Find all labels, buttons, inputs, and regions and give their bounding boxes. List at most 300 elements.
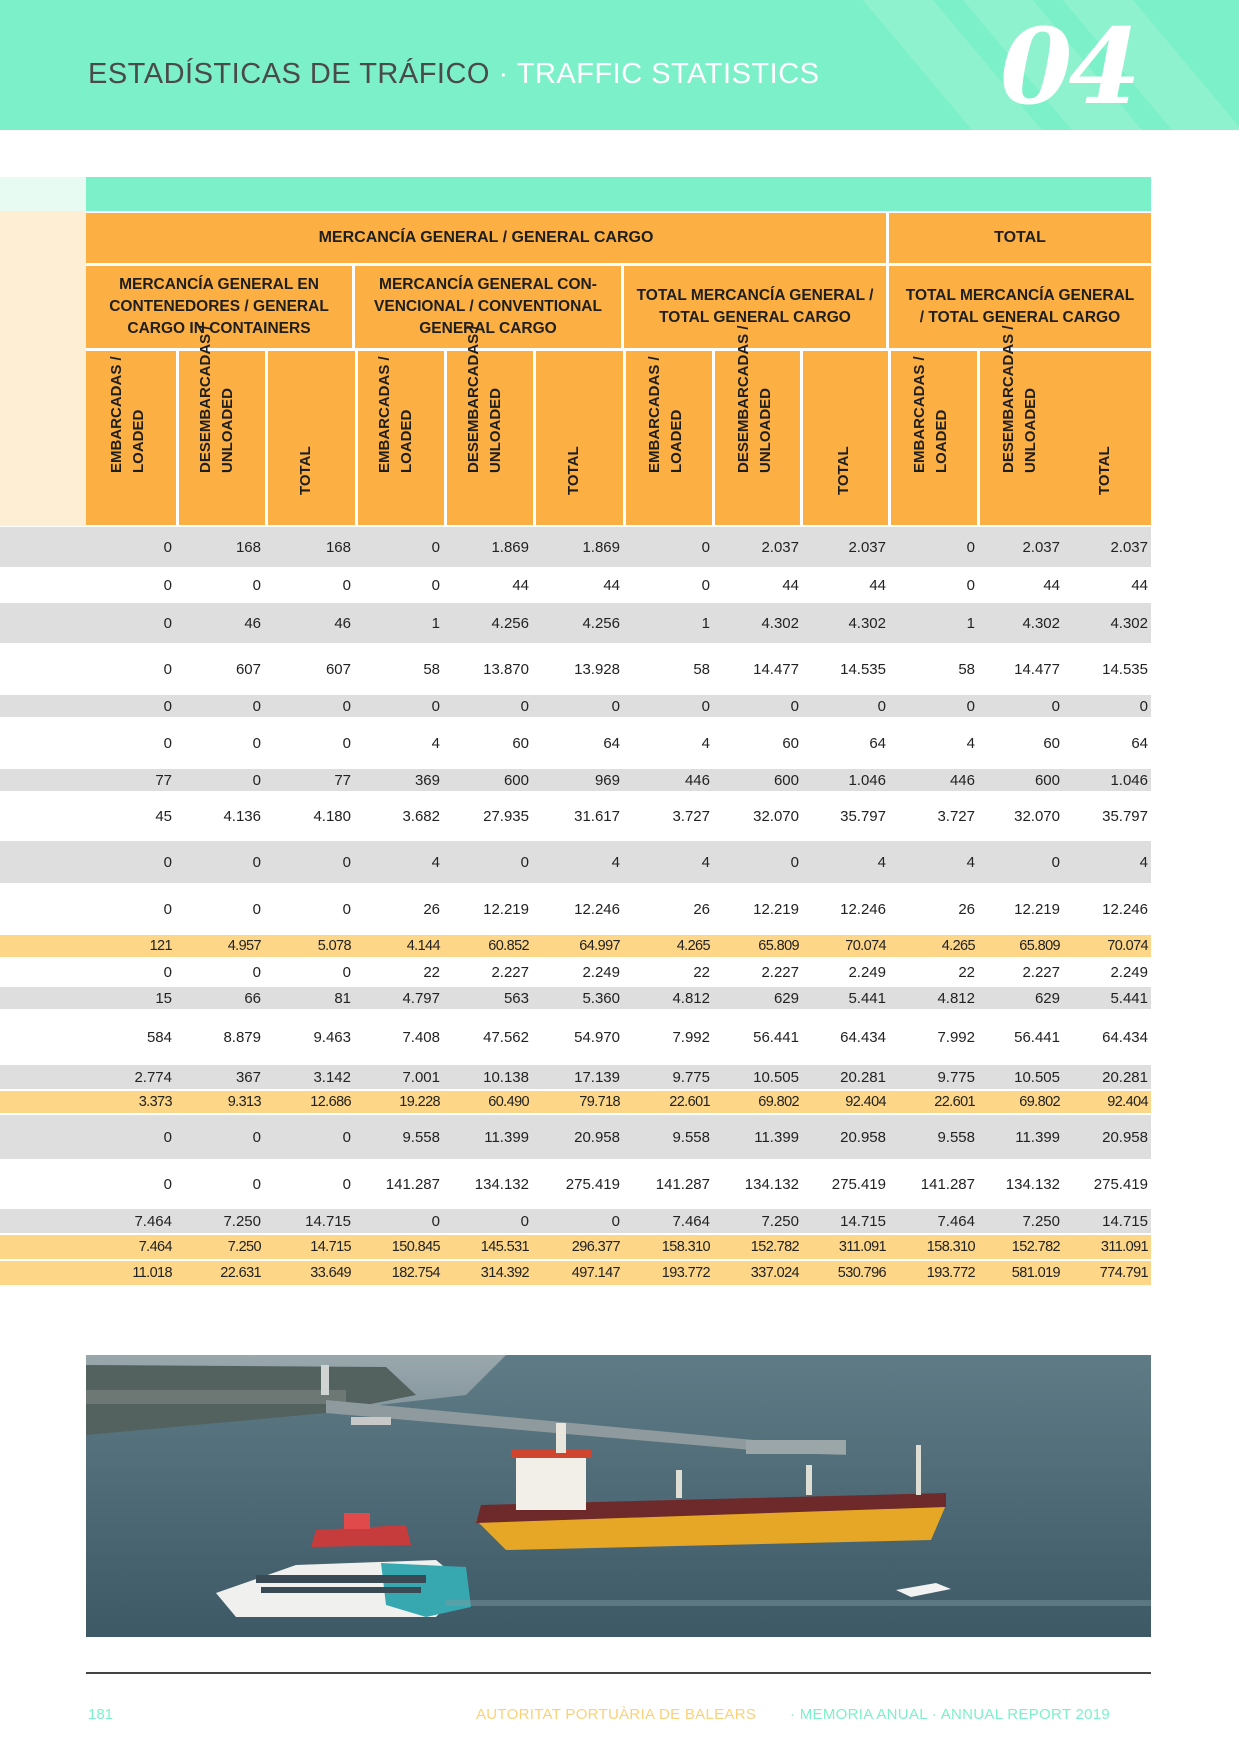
table-cell: 0 [163,1128,172,1146]
table-cell: 12.219 [1014,900,1060,918]
table-cell: 81 [334,989,351,1007]
table-cell: 193.772 [926,1265,975,1281]
table-total-row [0,1235,1151,1259]
table-row [0,1115,1151,1159]
column-head-unloaded: DESEMBARCADAS / UNLOADED [735,325,774,473]
table-cell: 296.377 [571,1239,620,1255]
table-cell: 9.558 [672,1128,710,1146]
table-cell: 44 [512,576,529,594]
table-cell: 47.562 [483,1028,529,1046]
table-cell: 168 [325,538,351,556]
table-cell: 367 [235,1068,261,1086]
table-cell: 134.132 [744,1175,799,1193]
subgroup-total-overall: TOTAL MERCANCÍA GENERAL / TOTAL GENERAL CARGO [905,287,1135,326]
table-cell: 1 [701,614,710,632]
table-cell: 4 [701,853,710,871]
table-cell: 0 [342,697,351,715]
table-cell: 4.256 [582,614,620,632]
table-cell: 275.419 [831,1175,886,1193]
group-total: TOTAL [994,229,1046,246]
table-cell: 19.228 [399,1094,440,1110]
table-cell: 56.441 [753,1028,799,1046]
table-cell: 60 [512,734,529,752]
table-cell: 7.992 [672,1028,710,1046]
table-cell: 79.718 [579,1094,620,1110]
table-cell: 64 [1131,734,1148,752]
table-cell: 1 [431,614,440,632]
table-cell: 0 [342,853,351,871]
table-cell: 158.310 [926,1239,975,1255]
table-cell: 60 [782,734,799,752]
table-cell: 0 [701,697,710,715]
table-cell: 5.360 [582,989,620,1007]
table-cell: 44 [869,576,886,594]
table-cell: 7.464 [134,1212,172,1230]
table-cell: 60 [1043,734,1060,752]
table-cell: 14.535 [1102,660,1148,678]
table-cell: 1.046 [848,771,886,789]
table-cell: 2.037 [848,538,886,556]
table-cell: 4 [1139,853,1148,871]
table-cell: 11.018 [132,1265,172,1281]
table-row [0,645,1151,693]
table-cell: 0 [163,1175,172,1193]
table-cell: 3.727 [672,807,710,825]
table-cell: 0 [431,538,440,556]
table-cell: 1.046 [1110,771,1148,789]
table-cell: 145.531 [480,1239,529,1255]
table-cell: 12.686 [310,1094,351,1110]
table-cell: 0 [342,1128,351,1146]
column-head-unloaded: DESEMBARCADAS / UNLOADED [1000,325,1039,473]
table-cell: 600 [503,771,529,789]
column-head-total: TOTAL [565,446,582,495]
footer-organization: AUTORITAT PORTUÀRIA DE BALEARS [476,1706,757,1723]
table-cell: 60.852 [488,938,529,954]
table-cell: 581.019 [1011,1265,1060,1281]
table-cell: 4.180 [313,807,351,825]
table-cell: 314.392 [480,1265,529,1281]
table-cell: 64 [869,734,886,752]
table-cell: 0 [431,576,440,594]
table-cell: 0 [790,853,799,871]
table-cell: 446 [684,771,710,789]
table-row [0,719,1151,767]
page-number: 181 [88,1706,114,1723]
table-cell: 14.715 [310,1239,351,1255]
table-cell: 31.617 [574,807,620,825]
table-cell: 4.302 [1022,614,1060,632]
table-cell: 0 [342,1175,351,1193]
table-cell: 26 [693,900,710,918]
table-cell: 22 [423,963,440,981]
table-cell: 168 [235,538,261,556]
table-cell: 60.490 [488,1094,529,1110]
title-separator: · [489,58,517,90]
table-cell: 629 [1034,989,1060,1007]
table-cell: 54.970 [574,1028,620,1046]
column-head-loaded: EMBARCADAS / LOADED [646,356,685,473]
table-cell: 9.775 [672,1068,710,1086]
table-cell: 1.869 [491,538,529,556]
table-cell: 26 [958,900,975,918]
table-cell: 70.074 [1107,938,1148,954]
table-cell: 607 [235,660,261,678]
table-cell: 7.464 [937,1212,975,1230]
table-cell: 3.682 [402,807,440,825]
table-cell: 2.249 [1110,963,1148,981]
group-general-cargo: MERCANCÍA GENERAL / GENERAL CARGO [318,229,654,246]
table-cell: 10.505 [1014,1068,1060,1086]
table-cell: 44 [782,576,799,594]
table-cell: 20.958 [1102,1128,1148,1146]
column-head-unloaded: DESEMBARCADAS / UNLOADED [465,325,504,473]
table-cell: 7.250 [223,1212,261,1230]
table-cell: 65.809 [1019,938,1060,954]
column-head-loaded: EMBARCADAS / LOADED [376,356,415,473]
table-cell: 5.441 [1110,989,1148,1007]
table-cell: 2.037 [1022,538,1060,556]
table-cell: 14.477 [1014,660,1060,678]
table-cell: 4.797 [402,989,440,1007]
table-cell: 0 [252,900,261,918]
table-cell: 11.399 [484,1128,529,1146]
table-cell: 0 [431,1212,440,1230]
table-row [0,695,1151,717]
table-cell: 0 [342,900,351,918]
table-cell: 14.715 [840,1212,886,1230]
table-cell: 4.256 [491,614,529,632]
table-total-row [0,1091,1151,1113]
table-cell: 58 [958,660,975,678]
table-cell: 12.246 [574,900,620,918]
table-cell: 497.147 [571,1265,620,1281]
table-cell: 4.302 [848,614,886,632]
table-cell: 2.227 [491,963,529,981]
table-cell: 12.219 [753,900,799,918]
table-top-bar [86,177,1151,211]
column-head-total: TOTAL [835,446,852,495]
table-cell: 92.404 [1107,1094,1148,1110]
table-cell: 20.281 [1102,1068,1148,1086]
table-cell: 10.138 [483,1068,529,1086]
title-en: TRAFFIC STATISTICS [516,58,820,90]
table-cell: 7.250 [227,1239,261,1255]
table-cell: 121 [149,938,172,954]
table-cell: 7.464 [138,1239,172,1255]
table-cell: 92.404 [845,1094,886,1110]
table-cell: 56.441 [1014,1028,1060,1046]
table-cell: 22 [693,963,710,981]
table-cell: 17.139 [574,1068,620,1086]
table-cell: 65.809 [758,938,799,954]
table-cell: 141.287 [920,1175,975,1193]
table-cell: 141.287 [655,1175,710,1193]
table-cell: 32.070 [1014,807,1060,825]
table-cell: 2.774 [134,1068,172,1086]
table-cell: 4.957 [227,938,261,954]
table-cell: 0 [163,576,172,594]
table-cell: 33.649 [310,1265,351,1281]
table-cell: 4 [431,734,440,752]
table-cell: 13.870 [483,660,529,678]
table-cell: 446 [949,771,975,789]
table-cell: 20.958 [574,1128,620,1146]
table-cell: 4.302 [761,614,799,632]
table-cell: 4 [431,853,440,871]
table-cell: 0 [520,697,529,715]
table-cell: 44 [1043,576,1060,594]
table-row [0,527,1151,567]
table-cell: 7.250 [761,1212,799,1230]
table-cell: 9.558 [937,1128,975,1146]
chapter-number: 04 [1000,5,1137,128]
table-cell: 0 [163,538,172,556]
table-cell: 4 [966,853,975,871]
table-cell: 563 [503,989,529,1007]
table-cell: 0 [252,1128,261,1146]
table-cell: 3.373 [138,1094,172,1110]
table-cell: 14.715 [305,1212,351,1230]
table-cell: 0 [163,614,172,632]
table-cell: 0 [520,1212,529,1230]
table-cell: 44 [1131,576,1148,594]
table-cell: 311.091 [1100,1239,1148,1255]
table-cell: 4 [966,734,975,752]
table-cell: 7.992 [937,1028,975,1046]
table-cell: 64.997 [579,938,620,954]
table-cell: 58 [693,660,710,678]
table-cell: 0 [163,963,172,981]
table-row [0,769,1151,791]
table-cell: 5.078 [317,938,351,954]
column-head-total: TOTAL [1096,446,1113,495]
table-cell: 13.928 [574,660,620,678]
table-cell: 0 [163,853,172,871]
table-column-header [86,325,1151,525]
table-cell: 0 [252,963,261,981]
column-head-unloaded: DESEMBARCADAS / UNLOADED [197,325,236,473]
subgroup-total-general: TOTAL MERCANCÍA GENERAL / TOTAL GENERAL CARGO [636,287,874,326]
table-cell: 64.434 [840,1028,886,1046]
table-cell: 0 [342,963,351,981]
table-cell: 9.558 [402,1128,440,1146]
column-head-total: TOTAL [297,446,314,495]
table-row [0,987,1151,1009]
table-cell: 0 [252,697,261,715]
table-cell: 4 [877,853,886,871]
table-cell: 58 [423,660,440,678]
table-cell: 77 [155,771,172,789]
table-cell: 7.408 [402,1028,440,1046]
table-cell: 0 [1051,853,1060,871]
table-cell: 44 [603,576,620,594]
table-cell: 7.001 [402,1068,440,1086]
table-cell: 607 [325,660,351,678]
left-strip [0,211,86,526]
table-cell: 22.631 [220,1265,261,1281]
table-cell: 1.869 [582,538,620,556]
table-cell: 0 [877,697,886,715]
table-cell: 4.136 [223,807,261,825]
table-cell: 9.313 [227,1094,261,1110]
table-group-header [86,213,1151,263]
table-cell: 182.754 [391,1265,440,1281]
table-cell: 10.505 [753,1068,799,1086]
table-cell: 35.797 [1102,807,1148,825]
table-cell: 0 [966,697,975,715]
table-cell: 0 [342,734,351,752]
table-row [0,959,1151,985]
table-row [0,793,1151,839]
table-cell: 9.463 [313,1028,351,1046]
table-cell: 0 [701,538,710,556]
table-cell: 12.246 [1102,900,1148,918]
table-cell: 4.265 [676,938,710,954]
table-cell: 2.037 [1110,538,1148,556]
harbour-photo [86,1355,1151,1637]
table-row [0,1209,1151,1233]
table-cell: 0 [966,576,975,594]
table-row [0,569,1151,601]
table-cell: 70.074 [845,938,886,954]
table-cell: 69.802 [1019,1094,1060,1110]
table-cell: 35.797 [840,807,886,825]
table-cell: 0 [342,576,351,594]
column-head-loaded: EMBARCADAS / LOADED [911,356,950,473]
table-cell: 141.287 [385,1175,440,1193]
footer-rule [86,1672,1151,1674]
table-total-row [0,1261,1151,1285]
table-cell: 14.477 [753,660,799,678]
table-cell: 193.772 [661,1265,710,1281]
table-cell: 774.791 [1099,1265,1148,1281]
table-cell: 369 [414,771,440,789]
table-cell: 27.935 [483,807,529,825]
table-row [0,603,1151,643]
table-cell: 530.796 [837,1265,886,1281]
table-cell: 2.249 [848,963,886,981]
table-cell: 66 [244,989,261,1007]
table-cell: 4.144 [406,938,440,954]
table-cell: 600 [1034,771,1060,789]
table-cell: 0 [1139,697,1148,715]
table-cell: 3.142 [313,1068,351,1086]
table-cell: 4.265 [941,938,975,954]
table-cell: 0 [252,771,261,789]
table-cell: 11.399 [1015,1128,1060,1146]
table-cell: 4.302 [1110,614,1148,632]
table-cell: 4.812 [937,989,975,1007]
table-cell: 0 [966,538,975,556]
table-row [0,885,1151,933]
subgroup-containers: MERCANCÍA GENERAL EN CONTENEDORES / GENERAL CARGO IN CONTAINERS [109,276,329,337]
table-cell: 0 [252,853,261,871]
table-cell: 20.281 [840,1068,886,1086]
table-cell: 0 [163,697,172,715]
table-cell: 5.441 [848,989,886,1007]
table-cell: 152.782 [750,1239,799,1255]
table-subgroup-header [86,266,1151,348]
table-cell: 2.037 [761,538,799,556]
table-cell: 22 [958,963,975,981]
page-title [88,58,820,91]
table-cell: 311.091 [838,1239,886,1255]
table-cell: 0 [163,734,172,752]
table-cell: 152.782 [1011,1239,1060,1255]
table-row [0,841,1151,883]
table-cell: 275.419 [1093,1175,1148,1193]
table-cell: 0 [611,1212,620,1230]
table-cell: 969 [594,771,620,789]
table-cell: 8.879 [223,1028,261,1046]
table-cell: 46 [334,614,351,632]
table-cell: 134.132 [474,1175,529,1193]
table-cell: 0 [790,697,799,715]
table-cell: 7.250 [1022,1212,1060,1230]
header-band [0,0,1239,130]
table-cell: 134.132 [1005,1175,1060,1193]
table-cell: 0 [431,697,440,715]
table-cell: 45 [155,807,172,825]
table-cell: 0 [520,853,529,871]
table-cell: 158.310 [661,1239,710,1255]
table-cell: 2.227 [761,963,799,981]
table-row [0,1161,1151,1207]
table-row [0,1011,1151,1063]
table-row [0,1065,1151,1089]
table-cell: 584 [146,1028,172,1046]
table-cell: 337.024 [750,1265,799,1281]
subgroup-conventional: MERCANCÍA GENERAL CON- VENCIONAL / CONVENTIONAL GENERAL CARGO [374,276,602,337]
table-cell: 629 [773,989,799,1007]
table-cell: 0 [163,900,172,918]
table-cell: 2.227 [1022,963,1060,981]
table-cell: 11.399 [754,1128,799,1146]
table-cell: 22.601 [934,1094,975,1110]
table-cell: 12.219 [483,900,529,918]
table-cell: 15 [155,989,172,1007]
table-cell: 69.802 [758,1094,799,1110]
table-cell: 2.249 [582,963,620,981]
table-cell: 0 [1051,697,1060,715]
table-cell: 275.419 [565,1175,620,1193]
table-cell: 26 [423,900,440,918]
left-strip [0,177,86,211]
table-cell: 22.601 [669,1094,710,1110]
table-cell: 600 [773,771,799,789]
table-cell: 64 [603,734,620,752]
table-cell: 20.958 [840,1128,886,1146]
table-cell: 0 [252,1175,261,1193]
table-total-row [0,935,1151,957]
table-cell: 0 [611,697,620,715]
table-cell: 0 [252,734,261,752]
table-cell: 46 [244,614,261,632]
table-cell: 7.464 [672,1212,710,1230]
table-cell: 64.434 [1102,1028,1148,1046]
table-cell: 9.775 [937,1068,975,1086]
table-cell: 0 [163,660,172,678]
table-cell: 77 [334,771,351,789]
column-head-loaded: EMBARCADAS / LOADED [108,356,147,473]
footer-report: · MEMORIA ANUAL · ANNUAL REPORT 2019 [790,1706,1111,1723]
table-cell: 14.535 [840,660,886,678]
table-cell: 12.246 [840,900,886,918]
table-cell: 150.845 [391,1239,440,1255]
table-cell: 4 [611,853,620,871]
table-cell: 3.727 [937,807,975,825]
